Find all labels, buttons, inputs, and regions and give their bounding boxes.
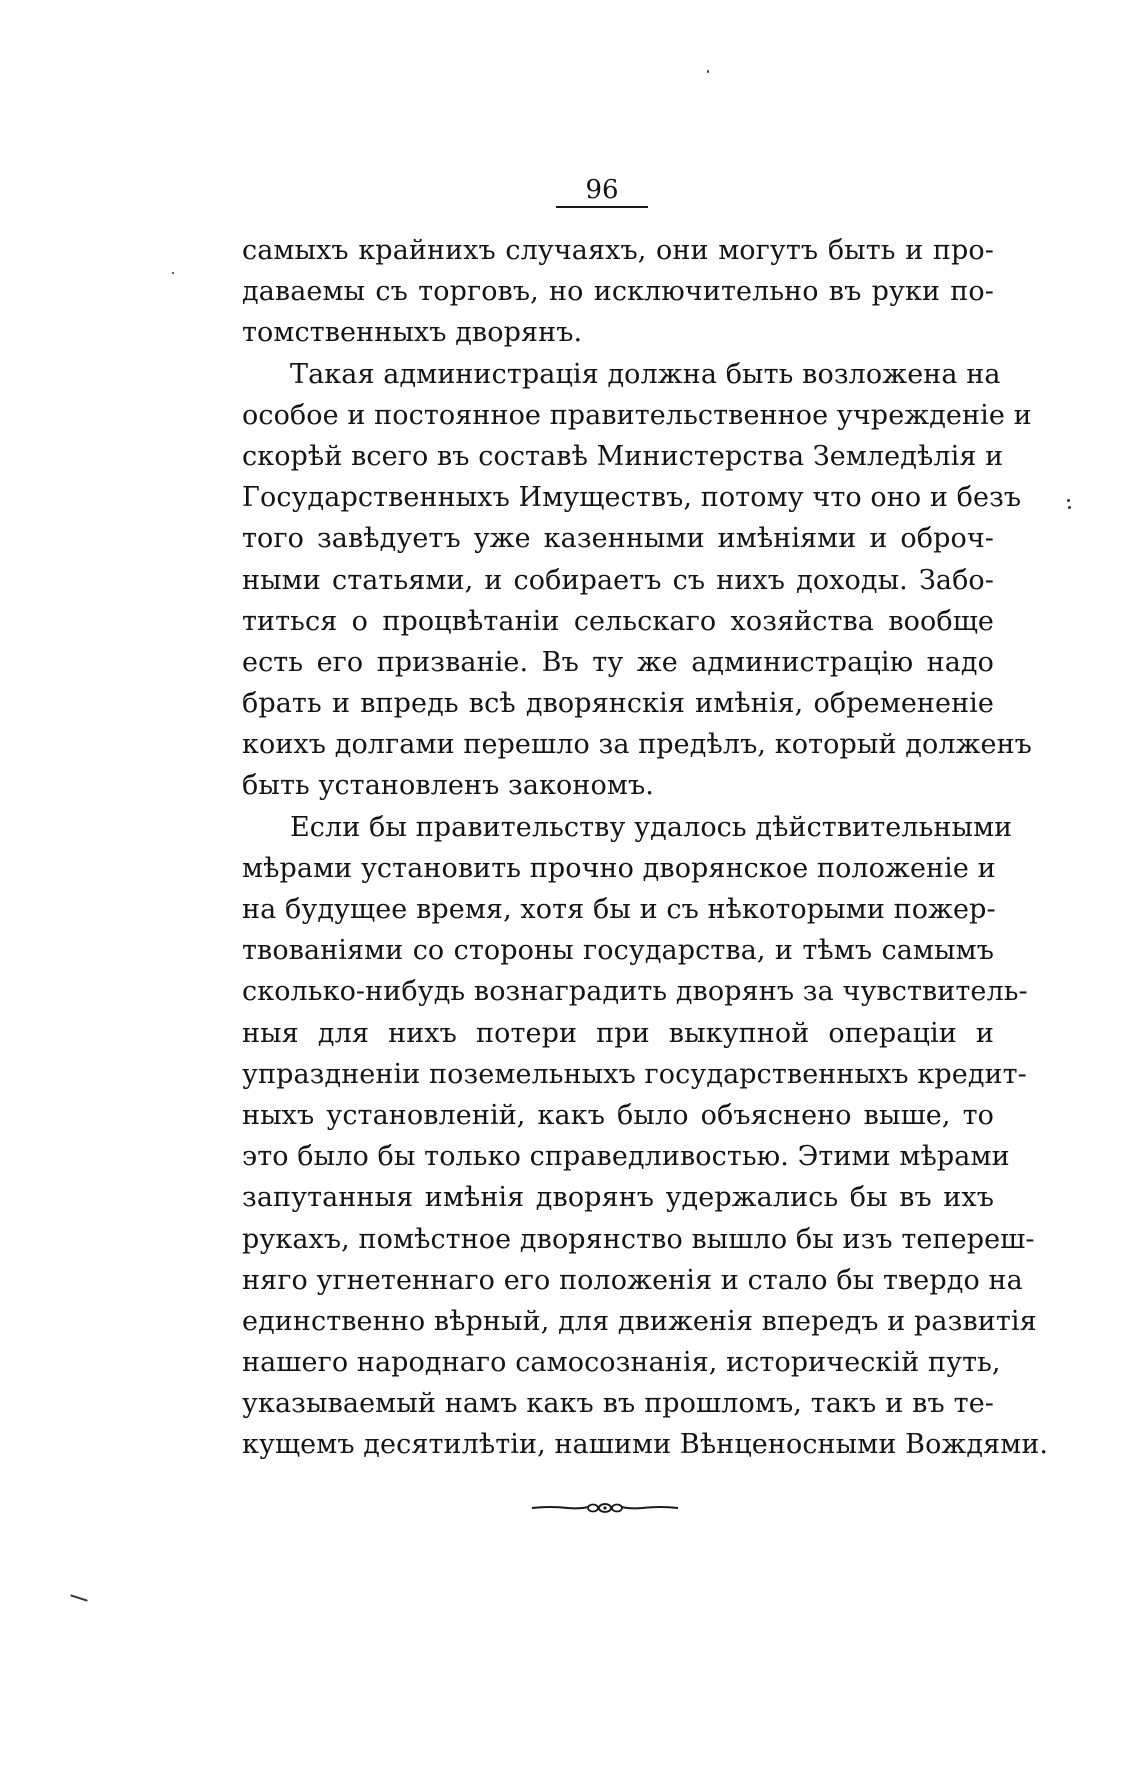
text-line: даваемы съ торговъ, но исключительно въ руки по- bbox=[242, 276, 994, 308]
text-line: ныя для нихъ потери при выкупной операціи и bbox=[242, 1017, 994, 1049]
text-line: упраздненіи поземельныхъ государственныхъ кредит- bbox=[242, 1058, 1027, 1090]
text-line: это было бы только справедливостью. Этими мѣрами bbox=[242, 1141, 1010, 1173]
text-line: единственно вѣрный, для движенія впередъ и развитія bbox=[242, 1305, 1037, 1337]
text-line: томственныхъ дворянъ. bbox=[242, 317, 583, 349]
text-line: няго угнетеннаго его положенія и стало бы твердо на bbox=[242, 1264, 1023, 1296]
text-line: кущемъ десятилѣтіи, нашими Вѣнценосными Вождями. bbox=[242, 1429, 1049, 1461]
text-line: мѣрами установить прочно дворянское положеніе и bbox=[242, 852, 996, 884]
text-line: на будущее время, хотя бы и съ нѣкоторыми пожер- bbox=[242, 894, 996, 925]
text-line: титься о процвѣтаніи сельскаго хозяйства вообще bbox=[242, 605, 994, 637]
text-line: скорѣй всего въ составѣ Министерства Земледѣлія и bbox=[242, 440, 1004, 472]
text-line: брать и впредь всѣ дворянскія имѣнія, обремененіе bbox=[242, 688, 994, 720]
scan-speck bbox=[707, 70, 709, 73]
body-text bbox=[242, 230, 1049, 1466]
scan-speck bbox=[1068, 506, 1071, 509]
paragraph-1 bbox=[242, 230, 994, 354]
paragraph-3 bbox=[242, 807, 1049, 1466]
text-line: быть установленъ закономъ. bbox=[242, 770, 654, 802]
text-line: самыхъ крайнихъ случаяхъ, они могутъ быть и про- bbox=[242, 235, 994, 266]
scan-speck bbox=[172, 272, 174, 274]
text-line: Если бы правительству удалось дѣйствительными bbox=[290, 811, 1013, 843]
text-line: сколько-нибудь вознаградить дворянъ за чувствитель- bbox=[242, 976, 1028, 1008]
text-line: коихъ долгами перешло за предѣлъ, который долженъ bbox=[242, 729, 1032, 761]
text-line: особое и постоянное правительственное учрежденіе и bbox=[242, 399, 1032, 431]
page-number-container bbox=[556, 176, 648, 204]
text-line: ныхъ установленій, какъ было объяснено выше, то bbox=[242, 1099, 994, 1131]
scan-speck bbox=[70, 1594, 88, 1601]
text-line: ными статьями, и собираетъ съ нихъ доходы. Забо- bbox=[242, 564, 994, 596]
text-line: указываемый намъ какъ въ прошломъ, такъ и въ те- bbox=[242, 1388, 994, 1420]
page-number: 96 bbox=[585, 175, 619, 205]
text-line: Такая администрація должна быть возложена на bbox=[290, 358, 1001, 390]
tailpiece-ornament-icon bbox=[530, 1499, 680, 1517]
paragraph-2 bbox=[242, 354, 1032, 807]
text-line: твованіями со стороны государства, и тѣмъ самымъ bbox=[242, 935, 994, 967]
text-line: рукахъ, помѣстное дворянство вышло бы изъ теперeш- bbox=[242, 1223, 1035, 1255]
page-number-rule bbox=[556, 206, 648, 208]
scan-speck bbox=[1067, 499, 1070, 502]
text-line: запутанныя имѣнія дворянъ удержались бы въ ихъ bbox=[242, 1182, 994, 1214]
text-line: нашего народнаго самосознанія, историческій путь, bbox=[242, 1347, 1001, 1379]
text-line: Государственныхъ Имуществъ, потому что оно и безъ bbox=[242, 482, 1022, 514]
text-line: того завѣдуетъ уже казенными имѣніями и оброч- bbox=[242, 523, 994, 555]
text-line: есть его призваніе. Въ ту же администрацію надо bbox=[242, 646, 994, 678]
